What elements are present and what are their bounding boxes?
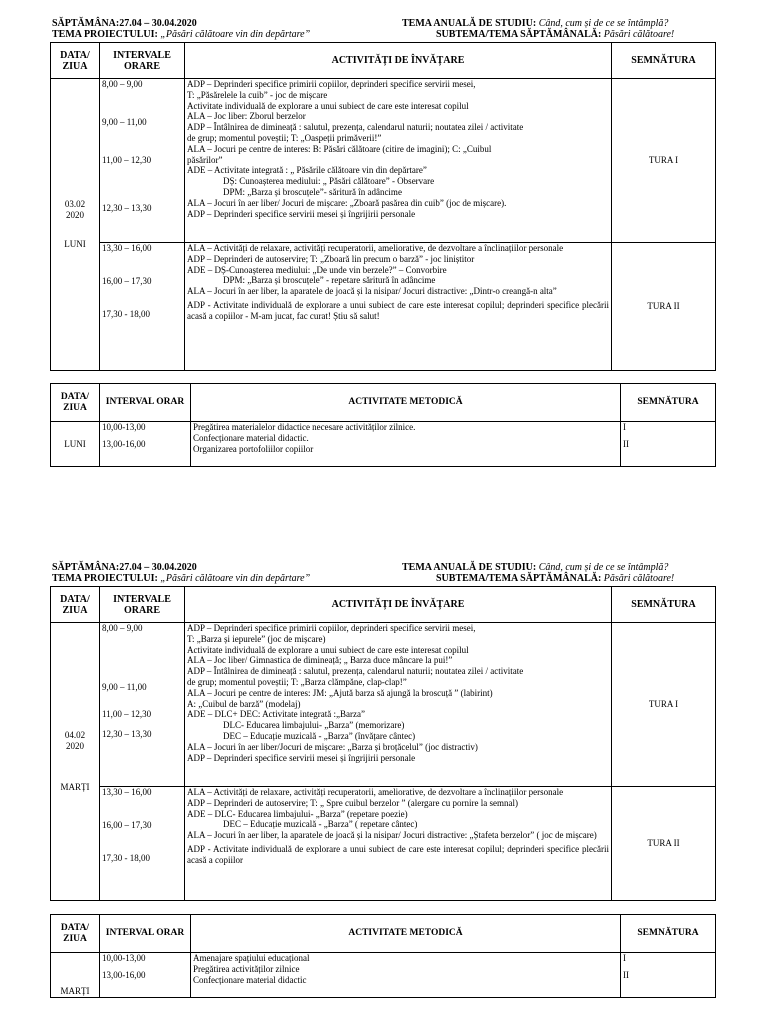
shift-2: TURA II	[612, 243, 716, 371]
activity-line: ALA – Jocuri în aer liber, la aparatele de joacă și la nisipar/ Jocuri distractive: „Ștafeta berzelor” ( joc de mișcare)	[187, 830, 597, 841]
col-header-signature: SEMNĂTURA	[621, 915, 716, 953]
activity-line: ADP – Deprinderi specifice primirii copiilor, deprinderi specifice servirii mesei,	[187, 623, 476, 633]
col-header-day: DATA/ ZIUA	[51, 587, 100, 623]
methodical-table	[50, 383, 716, 467]
date: 04.02 2020	[64, 730, 86, 752]
col-header-activity: ACTIVITATE METODICĂ	[191, 915, 621, 953]
day-name: LUNI	[51, 422, 100, 467]
subtheme: SUBTEMA/TEMA SĂPTĂMÂNALĂ: Păsări călătoare!	[436, 573, 675, 584]
activity-line: ALA – Jocuri în aer liber/Jocuri de mișcare: „Barza și broțăcelul” (joc distractiv)	[187, 741, 478, 752]
shift-1: TURA I	[612, 79, 716, 243]
activity-line: T: „Barza și iepurele” (joc de mișcare)	[187, 633, 326, 644]
activity-line: Confecționare material didactic	[193, 975, 307, 985]
signature-cell: I II	[621, 422, 716, 467]
interval: 13,30 – 16,00	[102, 243, 152, 253]
col-header-day: DATA/ ZIUA	[51, 915, 100, 953]
activity-line: ADP – Deprinderi specifice primirii copiilor, deprinderi specifice servirii mesei,	[187, 79, 476, 89]
activity-line: T: „Păsărelele la cuib” - joc de mișcare	[187, 89, 328, 100]
col-header-day: DATA/ ZIUA	[51, 43, 100, 79]
activity-line: ADE – DLC+ DEC: Activitate integrată :„Barza”	[187, 709, 366, 720]
activity-line: ALA – Jocuri în aer liber/ Jocuri de mișcare: „Zboară pasărea din cuib” (joc de mișcare).	[187, 197, 507, 208]
activity-cell-morning	[185, 623, 612, 787]
activity-line: DPM: „Barza și broscuțele” - repetare săritură în adâncime	[223, 275, 436, 286]
col-header-interval: INTERVAL ORAR	[100, 915, 191, 953]
interval-cell	[100, 422, 191, 467]
activity-line: ADP – Deprinderi specifice servirii mesei și îngrijirii personale	[187, 752, 416, 763]
activity-cell-afternoon	[185, 787, 612, 901]
interval: 12,30 – 13,30	[102, 203, 152, 214]
activity-line: ALA – Jocuri în aer liber, la aparatele de joacă și la nisipar/ Jocuri distractive: „Dintr-o creangă-n alta”	[187, 286, 557, 297]
col-header-activities: ACTIVITĂȚI DE ÎNVĂȚARE	[185, 587, 612, 623]
col-header-signature: SEMNĂTURA	[612, 587, 716, 623]
activity-line: DȘ: Cunoașterea mediului: „ Păsări călătoare” - Observare	[223, 176, 435, 187]
project-theme: TEMA PROIECTULUI: „Păsări călătoare vin din depărtare”	[52, 29, 311, 40]
activity-line: DLC- Educarea limbajului- „Barza” (memorizare)	[223, 720, 405, 731]
interval: 13,00-16,00	[102, 439, 146, 449]
day-name: MARȚI	[60, 781, 90, 792]
activity-line: Activitate individuală de explorare a unui subiect de care este interesat copilul	[187, 644, 469, 655]
activity-line: ALA – Jocuri pe centre de interes: B: Păsări călătoare (citire de imagini); C: „Cuibul	[187, 143, 492, 154]
activity-line: ADE – DLC- Educarea limbajului- „Barza” (repetare poezie)	[187, 808, 408, 819]
interval-cell-afternoon	[100, 243, 185, 371]
activities-table	[50, 42, 716, 371]
activity-line: de grup; momentul poveștii; T: „Oaspeții primăverii!”	[187, 132, 382, 143]
activity-line: ALA – Activități de relaxare, activități recuperatorii, ameliorative, de dezvoltare a înclinațiilor personale	[187, 787, 564, 797]
col-header-activity: ACTIVITATE METODICĂ	[191, 384, 621, 422]
activity-line: ADP - Activitate individuală de explorare a unui subiect de care este interesat copilul; deprinderi specifice plecării acasă a copiilor - M-am jucat, fac curat! Știu să salut!	[187, 299, 609, 321]
interval: 13,00-16,00	[102, 970, 146, 980]
interval: 16,00 – 17,30	[102, 819, 152, 830]
activity-line: A: „Cuibul de barză” (modelaj)	[187, 698, 301, 709]
shift-2: TURA II	[612, 787, 716, 901]
interval: 9,00 – 11,00	[102, 116, 147, 127]
activity-line: ADP – Deprinderi de autoservire; T: „Zboară lin precum o barză” - joc liniștitor	[187, 253, 475, 264]
activity-line: DEC – Educație muzicală - „Barza” ( repetare cântec)	[223, 819, 418, 830]
activity-line: DEC – Educație muzicală - „Barza” (învățare cântec)	[223, 730, 416, 741]
activity-line: ALA – Activități de relaxare, activități recuperatorii, ameliorative, de dezvoltare a înclinațiilor personale	[187, 243, 564, 253]
day-cell	[51, 623, 100, 901]
date: 03.02 2020	[64, 199, 86, 221]
activity-line: DPM: „Barza și broscuțele”- săritură în adâncime	[223, 186, 402, 197]
activity-line: ADP – Întâlnirea de dimineață : salutul, prezența, calendarul naturii; noutatea zilei / activitate	[187, 666, 524, 677]
col-header-day: DATA/ ZIUA	[51, 384, 100, 422]
activity-line: ADP - Activitate individuală de explorare a unui subiect de care este interesat copilul; deprinderi specifice plecării acasă a copiilor	[187, 843, 609, 865]
signature-cell: I II	[621, 953, 716, 998]
activity-line: Pregătirea materialelor didactice necesare activităților zilnice.	[193, 422, 416, 432]
interval: 10,00-13,00	[102, 422, 146, 432]
annual-theme: TEMA ANUALĂ DE STUDIU: Când, cum și de ce se întâmplă?	[402, 18, 669, 29]
week-label: SĂPTĂMÂNA:27.04 – 30.04.2020	[52, 562, 197, 573]
col-header-signature: SEMNĂTURA	[612, 43, 716, 79]
methodical-table	[50, 914, 716, 998]
interval-cell-morning	[100, 79, 185, 243]
col-header-activities: ACTIVITĂȚI DE ÎNVĂȚARE	[185, 43, 612, 79]
activity-line: ADP – Deprinderi de autoservire; T: „ Spre cuibul berzelor ” (alergare cu pornire la semnal)	[187, 797, 519, 808]
activity-line: păsărilor”	[187, 154, 223, 165]
activity-line: Pregătirea activităților zilnice	[193, 964, 300, 974]
col-header-interval: INTERVALE ORARE	[100, 43, 185, 79]
col-header-interval: INTERVAL ORAR	[100, 384, 191, 422]
activity-line: ALA – Joc liber: Zborul berzelor	[187, 111, 306, 122]
interval: 8,00 – 9,00	[102, 79, 143, 89]
activity-line: ALA – Joc liber/ Gimnastica de dimineață; „ Barza duce mâncare la pui!”	[187, 655, 453, 666]
interval: 9,00 – 11,00	[102, 681, 147, 692]
activity-cell	[191, 953, 621, 998]
activity-line: de grup; momentul poveștii; T: „Barza clămpăne, clap-clap!”	[187, 676, 407, 687]
activity-line: Activitate individuală de explorare a unui subiect de care este interesat copilul	[187, 100, 469, 111]
day-name: LUNI	[64, 238, 86, 249]
week-label: SĂPTĂMÂNA:27.04 – 30.04.2020	[52, 18, 197, 29]
activity-cell-afternoon	[185, 243, 612, 371]
interval: 11,00 – 12,30	[102, 708, 152, 719]
interval-cell-morning	[100, 623, 185, 787]
interval-cell-afternoon	[100, 787, 185, 901]
interval: 17,30 - 18,00	[102, 852, 150, 863]
interval: 13,30 – 16,00	[102, 787, 152, 797]
activity-line: ADE – DȘ-Cunoașterea mediului: „De unde vin berzele?” – Convorbire	[187, 264, 447, 275]
activity-line: ALA – Jocuri pe centre de interes: JM: „Ajută barza să ajungă la broscuță ” (labirint)	[187, 687, 493, 698]
interval: 17,30 - 18,00	[102, 308, 150, 319]
activity-line: Organizarea portofoliilor copiilor	[193, 444, 314, 454]
interval: 8,00 – 9,00	[102, 623, 143, 633]
col-header-signature: SEMNĂTURA	[621, 384, 716, 422]
interval: 16,00 – 17,30	[102, 275, 152, 286]
activity-cell	[191, 422, 621, 467]
activity-line: ADP – Deprinderi specifice servirii mesei și îngrijirii personale	[187, 208, 416, 219]
day-name: MARȚI	[51, 953, 100, 998]
col-header-interval: INTERVALE ORARE	[100, 587, 185, 623]
subtheme: SUBTEMA/TEMA SĂPTĂMÂNALĂ: Păsări călătoare!	[436, 29, 675, 40]
activity-cell-morning	[185, 79, 612, 243]
activity-line: ADE – Activitate integrată : „ Păsările călătoare vin din depărtare”	[187, 165, 427, 176]
day-cell	[51, 79, 100, 371]
interval-cell	[100, 953, 191, 998]
interval: 12,30 – 13,30	[102, 729, 152, 740]
activity-line: ADP – Întâlnirea de dimineață : salutul, prezența, calendarul naturii; noutatea zilei / activitate	[187, 122, 524, 133]
interval: 11,00 – 12,30	[102, 154, 152, 165]
annual-theme: TEMA ANUALĂ DE STUDIU: Când, cum și de ce se întâmplă?	[402, 562, 669, 573]
activities-table	[50, 586, 716, 901]
interval: 10,00-13,00	[102, 953, 146, 963]
project-theme: TEMA PROIECTULUI: „Păsări călătoare vin din depărtare”	[52, 573, 311, 584]
activity-line: Confecționare material didactic.	[193, 433, 309, 443]
shift-1: TURA I	[612, 623, 716, 787]
activity-line: Amenajare spațiului educațional	[193, 953, 310, 963]
